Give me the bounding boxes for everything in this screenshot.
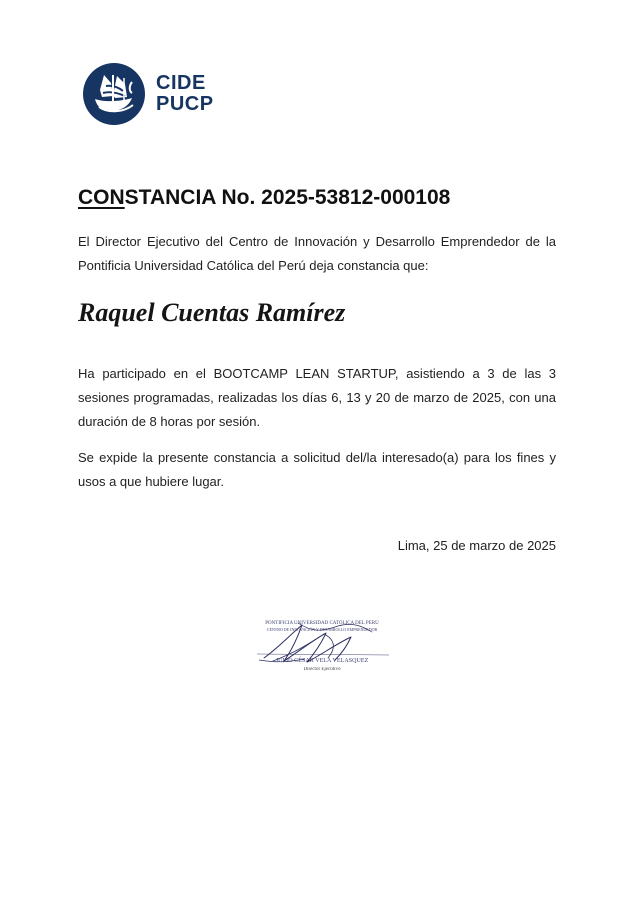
ship-sail-logo-icon (82, 62, 146, 126)
logo-wordmark (156, 73, 214, 115)
certificate-title-prefix: CON (78, 186, 125, 209)
certificate-title (78, 184, 450, 212)
signatory-name: JULIO CÉSAR VELA VELASQUEZ (275, 658, 369, 664)
signature-stamp (246, 616, 398, 686)
certificate-intro: El Director Ejecutivo del Centro de Innovación y Desarrollo Emprendedor de la Pontificia Universidad Católica del Perú deja constancia que: (78, 234, 556, 273)
certificate-title-rest: STANCIA No. 2025-53812-000108 (124, 186, 451, 209)
signature-center: CENTRO DE INNOVACIÓN Y DESARROLLO EMPRENDEDOR (266, 627, 378, 632)
signatory-role: Director Ejecutivo (303, 667, 341, 672)
certificate-purpose: Se expide la presente constancia a solicitud del/la interesado(a) para los fines y usos a que hubiere lugar. (78, 450, 556, 489)
place-date: Lima, 25 de marzo de 2025 (397, 538, 556, 553)
recipient-name: Raquel Cuentas Ramírez (78, 298, 346, 327)
participation-statement: Ha participado en el BOOTCAMP LEAN STARTUP, asistiendo a 3 de las 3 sesiones programadas, realizadas los días 6, 13 y 20 de marzo de 2025, con una duración de 8 horas por sesión. (78, 366, 556, 429)
signature-institution: PONTIFICIA UNIVERSIDAD CATÓLICA DEL PERÚ (265, 621, 379, 626)
logo-line-cide: CIDE (156, 72, 206, 94)
handwritten-signature-icon (246, 616, 398, 686)
cide-pucp-logo (82, 62, 214, 126)
logo-line-pucp: PUCP (156, 93, 214, 115)
